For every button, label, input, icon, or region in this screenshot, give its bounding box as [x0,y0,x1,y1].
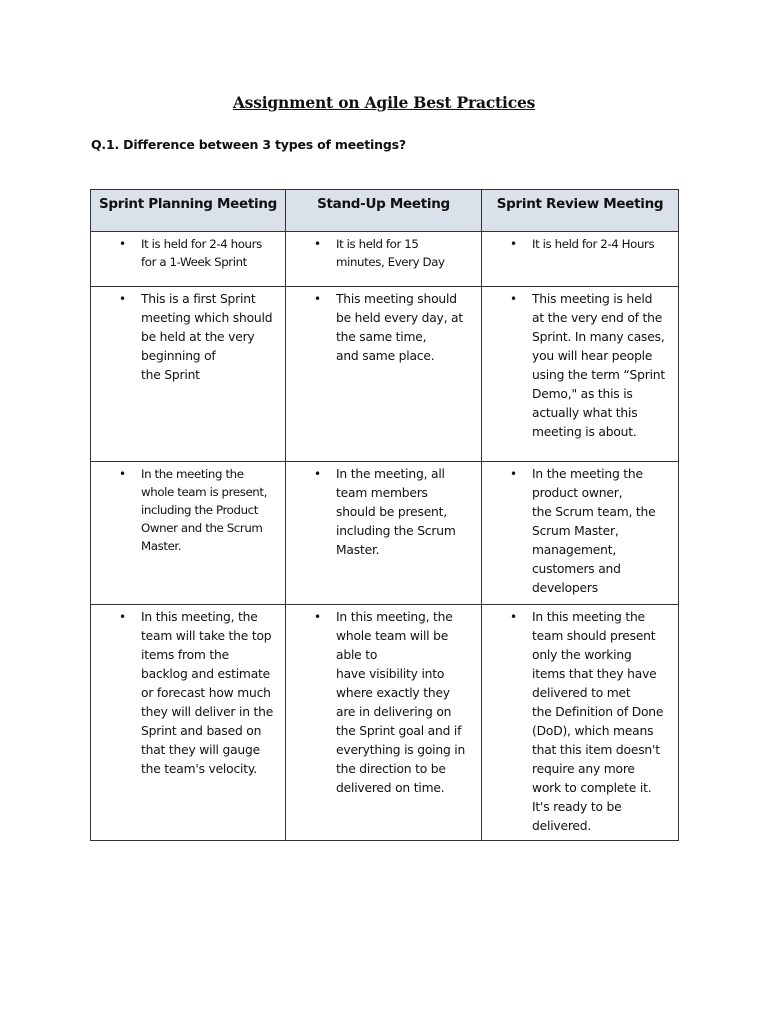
meetings-comparison-table [90,189,679,841]
bullet-item: • This is a first Sprint meeting which should be held at the very beginning of the Sprint [141,290,281,385]
document-title: Assignment on Agile Best Practices [232,93,536,112]
bullet-item: • It is held for 2-4 hours for a 1-Week Sprint [141,235,281,271]
header-stand-up: Stand-Up Meeting [286,190,482,232]
bullet-item: • It is held for 15 minutes, Every Day [336,235,477,271]
bullet-item: • In the meeting the product owner, the Scrum team, the Scrum Master, management, customers and developers [532,465,674,598]
bullet-item: • In this meeting, the whole team will be able to have visibility into where exactly they are in delivering on the Sprint goal and if everything is going in the direction to be delivered on time. [336,608,477,798]
bullet-item: • In this meeting, the team will take the top items from the backlog and estimate or forecast how much they will deliver in the Sprint and based on that they will gauge the team's velocity. [141,608,281,779]
table-cell [91,287,286,462]
header-sprint-review: Sprint Review Meeting [482,190,679,232]
table-header-row [91,190,679,232]
bullet-item: • It is held for 2-4 Hours [532,235,674,253]
bullet-item: • In this meeting the team should present only the working items that they have delivered to met the Definition of Done (DoD), which means that this item doesn't require any more work to complete it. It's ready to be delivered. [532,608,674,836]
table-row [91,605,679,841]
table-row [91,287,679,462]
table-cell [482,232,679,287]
table-cell [91,232,286,287]
table-cell [286,287,482,462]
bullet-item: • In the meeting the whole team is present, including the Product Owner and the Scrum Master. [141,465,281,555]
bullet-item: • In the meeting, all team members should be present, including the Scrum Master. [336,465,477,560]
table-cell [482,605,679,841]
table-cell [91,462,286,605]
table-row [91,232,679,287]
table-cell [286,462,482,605]
table-cell [482,462,679,605]
table-cell [482,287,679,462]
table-row [91,462,679,605]
bullet-item: • This meeting should be held every day, at the same time, and same place. [336,290,477,366]
question-heading: Q.1. Difference between 3 types of meetings? [91,137,406,152]
table-cell [286,232,482,287]
table-cell [91,605,286,841]
table-cell [286,605,482,841]
bullet-item: • This meeting is held at the very end of the Sprint. In many cases, you will hear people using the term “Sprint Demo," as this is actually what this meeting is about. [532,290,674,442]
header-sprint-planning: Sprint Planning Meeting [91,190,286,232]
